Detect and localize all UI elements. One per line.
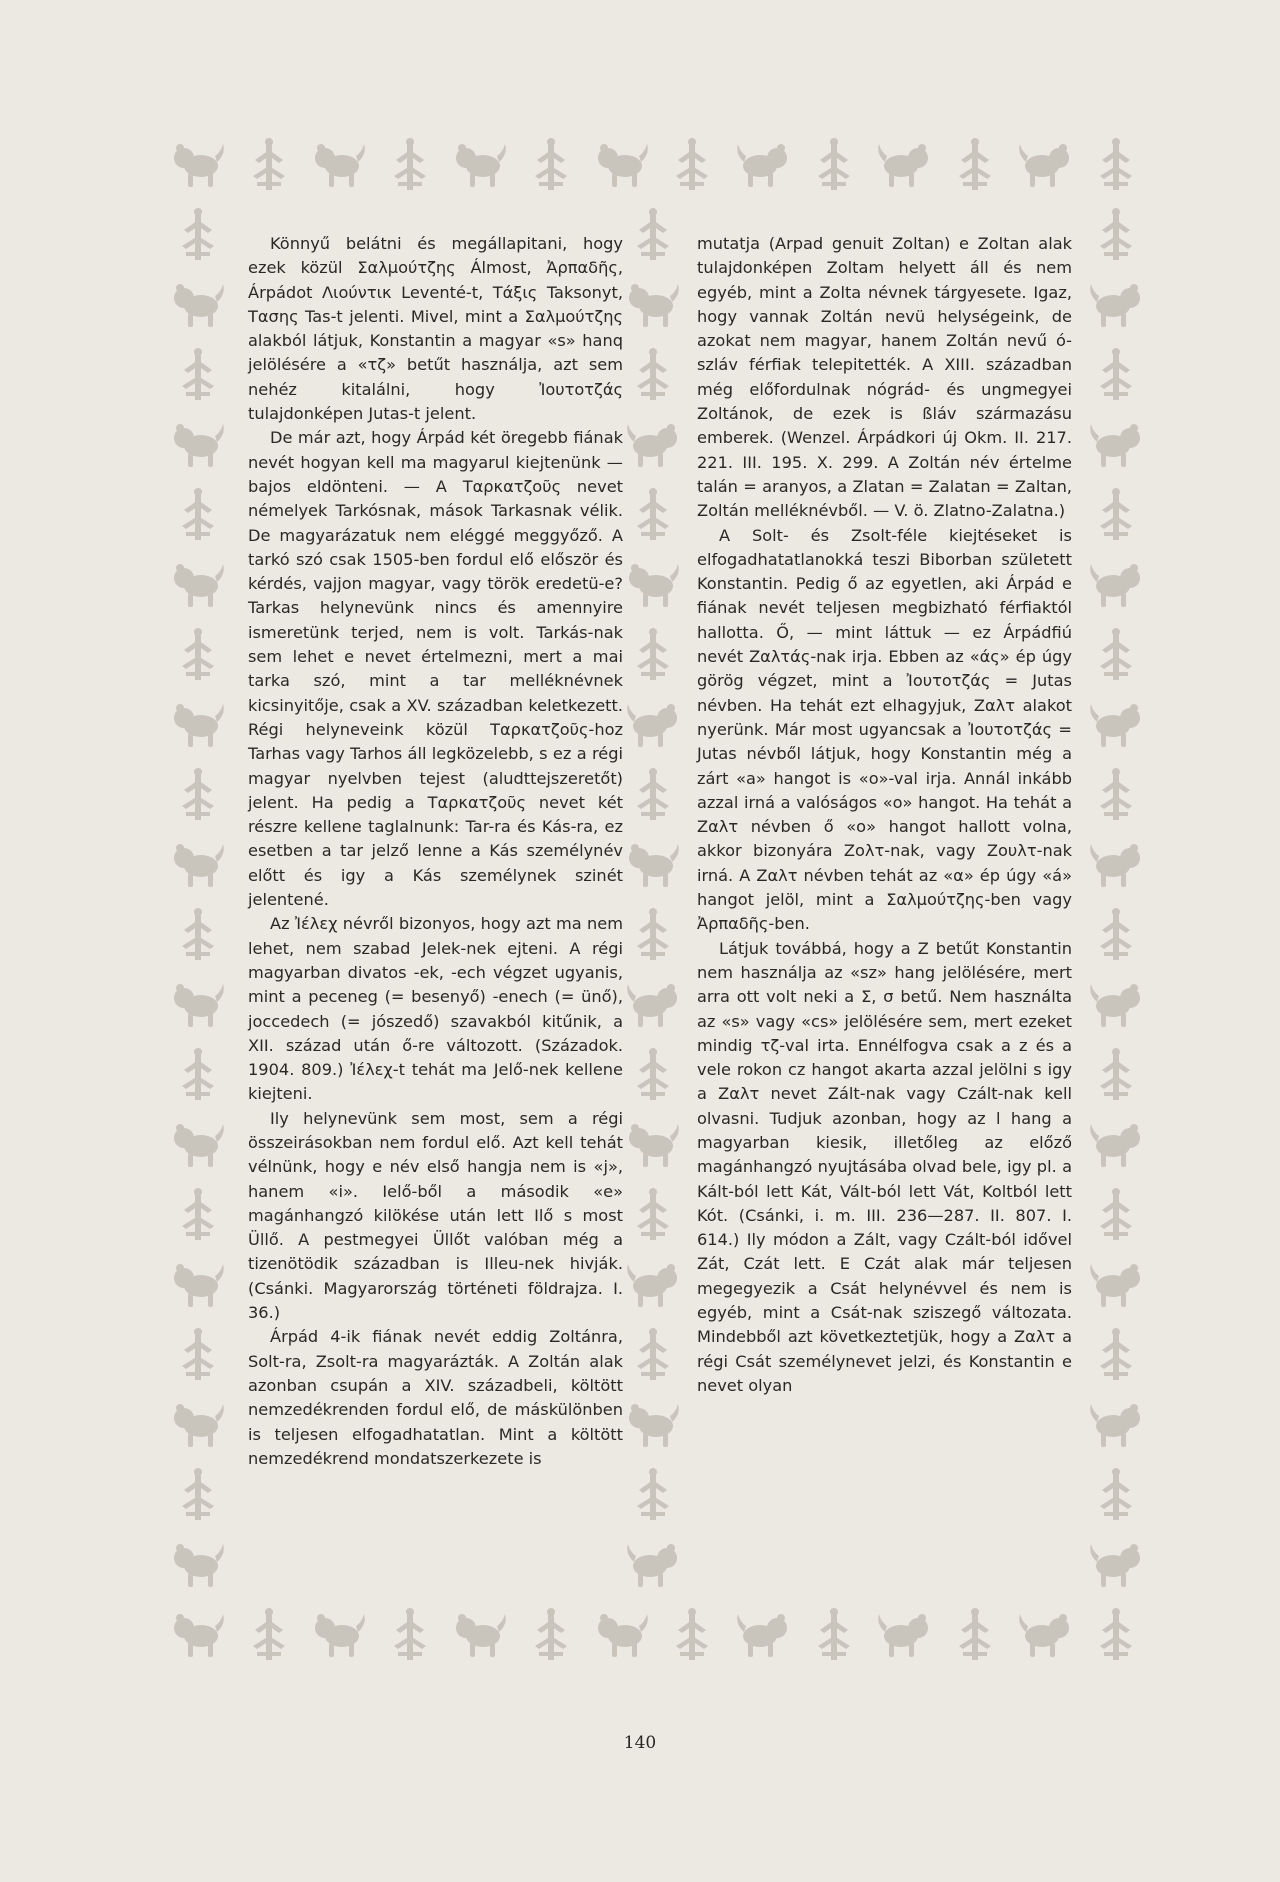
ornament-icon — [804, 1606, 864, 1666]
ornament-icon — [168, 486, 228, 546]
lion-icon — [168, 696, 228, 756]
ornament-icon — [380, 136, 440, 196]
lion-icon — [1086, 1536, 1146, 1596]
paragraph: Ily helynevünk sem most, sem a régi összeirásokban nem fordul elő. Azt kell tehát vélnünk, hogy e név első hangja nem is «j», hanem «i». Ielő-ből a második «e» magánhangzó kilökése után lett Ilő s most Üllő. A pestmegyei Üllőt valóban még a tizenötödik században is Illeu-nek hivják. (Csánki. Magyarország történeti földrajza. I. 36.) — [248, 1108, 623, 1323]
ornament-icon — [1086, 1606, 1146, 1666]
lion-icon — [168, 1256, 228, 1316]
page-number: 140 — [623, 1733, 657, 1753]
lion-icon — [168, 836, 228, 896]
ornament-icon — [623, 766, 683, 826]
ornament-icon — [239, 136, 299, 196]
ornament-icon — [623, 206, 683, 266]
lion-icon — [168, 1396, 228, 1456]
lion-icon — [623, 696, 683, 756]
right-column — [697, 232, 1072, 1398]
ornament-icon — [623, 346, 683, 406]
ornament-icon — [623, 1326, 683, 1386]
lion-icon — [168, 1606, 228, 1666]
ornament-icon — [1086, 486, 1146, 546]
ornament-icon — [521, 1606, 581, 1666]
lion-icon — [168, 1116, 228, 1176]
lion-icon — [592, 1606, 652, 1666]
ornament-icon — [168, 626, 228, 686]
lion-icon — [1086, 1116, 1146, 1176]
ornament-icon — [623, 1186, 683, 1246]
lion-icon — [1086, 836, 1146, 896]
lion-icon — [733, 1606, 793, 1666]
lion-icon — [168, 556, 228, 616]
ornament-icon — [1086, 346, 1146, 406]
ornament-icon — [1086, 906, 1146, 966]
paragraph: Látjuk továbbá, hogy a Z betűt Konstantin nem használja az «sz» hang jelölésére, mert arra ott volt neki a Σ, σ betű. Nem használta az «s» vagy «cs» jelölésére sem, mert ezeket mindig τζ-val irta. Ennélfogva csak a z és a vele rokon cz hangot akarta azzal jelölni s igy a Ζαλτ nevet Zált-nak vagy Czált-nak kell olvasni. Tudjuk azonban, hogy az l hang a magyarban kiesik, illetőleg az előző magánhangzó nyujtásába olvad bele, igy pl. a Kált-ból lett Kát, Vált-ból lett Vát, Koltból lett Kót. (Csánki, i. m. III. 236—287. II. 807. I. 614.) Ily módon a Zált, vagy Czált-ból idővel Zát, Czát lett. E Czát alak már teljesen megegyezik a Csát helynévvel és nem is egyéb, mint a Csát-nak sziszegő változata. Mindebből azt következtetjük, hogy a Ζαλτ a régi Csát személynevet jelzi, és Konstantin e nevet olyan — [697, 938, 1072, 1395]
lion-icon — [309, 1606, 369, 1666]
left-column — [248, 232, 623, 1471]
lion-icon — [1015, 136, 1075, 196]
ornament-icon — [168, 906, 228, 966]
ornament-icon — [380, 1606, 440, 1666]
paragraph: Az Ἰέλεχ névről bizonyos, hogy azt ma nem lehet, nem szabad Jelek-nek ejteni. A régi magyarban divatos -ek, -ech végzet ugyanis, mint a peceneg (= besenyő) -enech (= ünő), joccedech (= jószedő) szavakból kitűnik, a XII. század után ő-re változott. (Századok. 1904. 809.) Ἰέλεχ-t tehát ma Jelő-nek kellene kiejteni. — [248, 914, 623, 1104]
ornament-icon — [168, 1186, 228, 1246]
lion-icon — [168, 976, 228, 1036]
lion-icon — [623, 416, 683, 476]
ornament-icon — [945, 136, 1005, 196]
ornament-icon — [521, 136, 581, 196]
ornament-icon — [1086, 1186, 1146, 1246]
lion-icon — [623, 1536, 683, 1596]
lion-icon — [450, 1606, 510, 1666]
lion-icon — [733, 136, 793, 196]
paragraph: Könnyű belátni és megállapitani, hogy ezek közül Σαλμούτζης Álmost, Ἀρπαδῆς, Árpádot Λιούντικ Leventé-t, Τάξις Taksonyt, Τασης Tas-t jelenti. Mivel, mint a Σαλμούτζης alakból látjuk, Konstantin a magyar «s» hanq jelölésére a «τζ» betűt használja, azt sem nehéz kitalálni, hogy Ἰουτοτζάς tulajdonképen Jutas-t jelent. — [248, 234, 623, 424]
lion-icon — [450, 136, 510, 196]
lion-icon — [1086, 416, 1146, 476]
ornament-icon — [1086, 1466, 1146, 1526]
ornament-icon — [1086, 626, 1146, 686]
paragraph: Árpád 4-ik fiának nevét eddig Zoltánra, Solt-ra, Zsolt-ra magyarázták. A Zoltán alak azonban csupán a XIV. századbeli, költött nemzedékrenden fordul elő, de máskülönben is teljesen elfogadhatatlan. Mint a költött nemzedékrend mondatszerkezete is — [248, 1327, 623, 1468]
lion-icon — [623, 1116, 683, 1176]
paragraph: A Solt- és Zsolt-féle kiejtéseket is elfogadhatatlanokká teszi Biborban született Konstantin. Pedig ő az egyetlen, aki Árpád e fiának nevét teljesen megbizható férfiaktól hallotta. Ő, — mint láttuk — ez Árpádfiú nevét Ζαλτάς-nak irja. Ebben az «άς» ép úgy görög végzet, mint a Ἰουτοτζάς = Jutas névben. Ha tehát ezt elhagyjuk, Ζαλτ alakot nyerünk. Már most ugyancsak a Ἰουτοτζάς = Jutas névből látjuk, hogy Konstantin még a zárt «a» hangot is «o»-val irja. Annál inkább azzal irná a valóságos «o» hangot. Ha tehát a Ζαλτ névben ő «o» hangot hallott volna, akkor bizonyára Ζολτ-nak, vagy Ζουλτ-nak irná. A Ζαλτ névben tehát az «α» ép úgy «á» hangot jelöl, mint a Σαλμούτζης-ben vagy Ἀρπαδῆς-ben. — [697, 525, 1072, 934]
lion-icon — [309, 136, 369, 196]
ornament-icon — [623, 486, 683, 546]
lion-icon — [1086, 976, 1146, 1036]
lion-icon — [623, 1256, 683, 1316]
ornament-icon — [168, 1326, 228, 1386]
lion-icon — [592, 136, 652, 196]
ornament-icon — [623, 906, 683, 966]
ornament-icon — [662, 1606, 722, 1666]
lion-icon — [623, 976, 683, 1036]
ornament-icon — [168, 766, 228, 826]
lion-icon — [1086, 276, 1146, 336]
ornament-icon — [623, 1046, 683, 1106]
ornament-icon — [239, 1606, 299, 1666]
lion-icon — [1086, 1256, 1146, 1316]
lion-icon — [623, 836, 683, 896]
ornament-icon — [623, 626, 683, 686]
lion-icon — [623, 1396, 683, 1456]
lion-icon — [168, 276, 228, 336]
lion-icon — [1015, 1606, 1075, 1666]
ornament-icon — [168, 206, 228, 266]
ornament-icon — [168, 1046, 228, 1106]
ornament-icon — [662, 136, 722, 196]
lion-icon — [1086, 1396, 1146, 1456]
paragraph: mutatja (Arpad genuit Zoltan) e Zoltan alak tulajdonképen Zoltam helyett áll és nem egyéb, mint a Zolta névnek tárgyesete. Igaz, hogy vannak Zoltán nevü helységeink, de azokat nem magyar, hanem Zoltán nevű ó-szláv férfiak telepitették. A XIII. században még előfordulnak nógrád- és ungmegyei Zoltánok, de ezek is ßláv származásu emberek. (Wenzel. Árpádkori új Okm. II. 217. 221. III. 195. X. 299. A Zoltán név értelme talán = aranyos, a Zlatan = Zalatan = Zaltan, Zoltán melléknévből. — V. ö. Zlatno-Zalatna.) — [697, 234, 1072, 521]
lion-icon — [168, 136, 228, 196]
lion-icon — [623, 276, 683, 336]
ornament-icon — [1086, 1046, 1146, 1106]
ornament-icon — [623, 1466, 683, 1526]
ornament-icon — [1086, 136, 1146, 196]
lion-icon — [1086, 556, 1146, 616]
ornament-icon — [804, 136, 864, 196]
ornament-icon — [168, 1466, 228, 1526]
ornament-icon — [1086, 206, 1146, 266]
lion-icon — [168, 416, 228, 476]
lion-icon — [874, 136, 934, 196]
ornament-icon — [168, 346, 228, 406]
ornament-icon — [1086, 1326, 1146, 1386]
ornament-icon — [945, 1606, 1005, 1666]
lion-icon — [623, 556, 683, 616]
lion-icon — [1086, 696, 1146, 756]
lion-icon — [874, 1606, 934, 1666]
ornament-icon — [1086, 766, 1146, 826]
paragraph: De már azt, hogy Árpád két öregebb fiának nevét hogyan kell ma magyarul kiejtenünk — bajos eldönteni. — A Ταρκατζοῦς nevet némelyek Tarkósnak, mások Tarkasnak vélik. De magyarázatuk nem eléggé meggyőző. A tarkó szó csak 1505-ben fordul elő először és kérdés, vajjon magyar, vagy török eredetü-e? Tarkas helynevünk nincs és amennyire ismeretünk terjed, nem is volt. Tarkás-nak sem lehet e nevet értelmezni, mert a mai tarka szó, mint a tar melléknévnek kicsinyitője, csak a XV. században keletkezett. Régi helyneveink közül Ταρκατζοῦς-hoz Tarhas vagy Tarhos áll legközelebb, s ez a régi magyar nyelvben tejest (aludttejszeretőt) jelent. Ha pedig a Ταρκατζοῦς nevet két részre kellene taglalnunk: Tar-ra és Kás-ra, ez esetben a tar jelző lenne a Kás személynév előtt és igy a Kás személynek szinét jelentené. — [248, 428, 623, 910]
lion-icon — [168, 1536, 228, 1596]
